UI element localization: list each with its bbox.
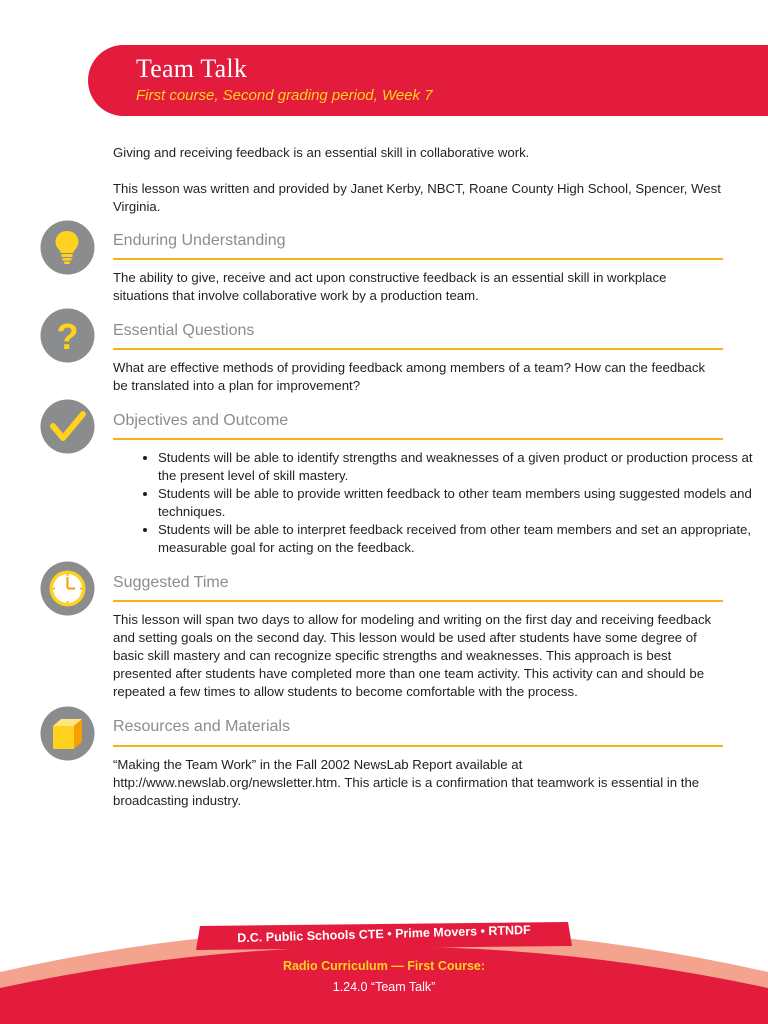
author-paragraph: This lesson was written and provided by Janet Kerby, NBCT, Roane County High School, Spencer, West Virginia. (113, 181, 721, 214)
enduring-text: The ability to give, receive and act upon constructive feedback is an essential skill in workplace situations that involve collaborative work by a production team. (113, 270, 667, 303)
section-heading-objectives: Objectives and Outcome (113, 412, 289, 429)
section-heading-questions: Essential Questions (113, 322, 255, 339)
checkmark-icon (40, 399, 95, 454)
page-title: Team Talk (136, 54, 248, 83)
section-divider (113, 600, 723, 602)
list-item: • Students will be able to provide written feedback to other team members using suggested models and techniques. (158, 485, 768, 521)
list-item: • Students will be able to interpret feedback received from other team members and set an appropriate, measurable goal for acting on the feedback. (158, 521, 768, 557)
svg-text:?: ? (56, 316, 79, 357)
time-text: This lesson will span two days to allow for modeling and writing on the first day and receiving feedback and setting goals on the second day. This lesson would be used after students have some degree of basic skill mastery and can recognize specific strengths and weaknesses. This approach is best presented after students have completed more than one team activity. This activity can and should be repeated a few times to allow students to become comfortable with the process. (113, 612, 712, 699)
clock-icon (40, 561, 95, 616)
section-heading-resources: Resources and Materials (113, 718, 290, 735)
section-heading-enduring: Enduring Understanding (113, 232, 286, 249)
section-divider (113, 438, 723, 440)
footer-organizations: D.C. Public Schools CTE • Prime Movers • RTNDF (237, 922, 531, 946)
intro-paragraph: Giving and receiving feedback is an essential skill in collaborative work. (113, 145, 530, 160)
section-divider (113, 348, 723, 350)
list-item: • Students will be able to identify strengths and weaknesses of a given product or production process at the present level of skill mastery. (158, 449, 768, 485)
section-divider (113, 745, 723, 747)
resources-text: “Making the Team Work” in the Fall 2002 NewsLab Report available at http://www.newslab.org/newsletter.htm. This article is a confirmation that teamwork is essential in the broadcasting industry. (113, 757, 700, 808)
footer-lesson-id: 1.24.0 “Team Talk” (332, 980, 436, 994)
section-divider (113, 258, 723, 260)
section-heading-time: Suggested Time (113, 574, 229, 591)
page-subtitle: First course, Second grading period, Week 7 (136, 87, 433, 104)
footer-curriculum: Radio Curriculum — First Course: (282, 959, 486, 973)
question-mark-icon (40, 308, 95, 363)
lightbulb-icon (40, 220, 95, 275)
box-icon (40, 706, 95, 761)
questions-text: What are effective methods of providing feedback among members of a team? How can the feedback be translated into a plan for improvement? (113, 360, 706, 393)
objectives-list (113, 449, 768, 557)
